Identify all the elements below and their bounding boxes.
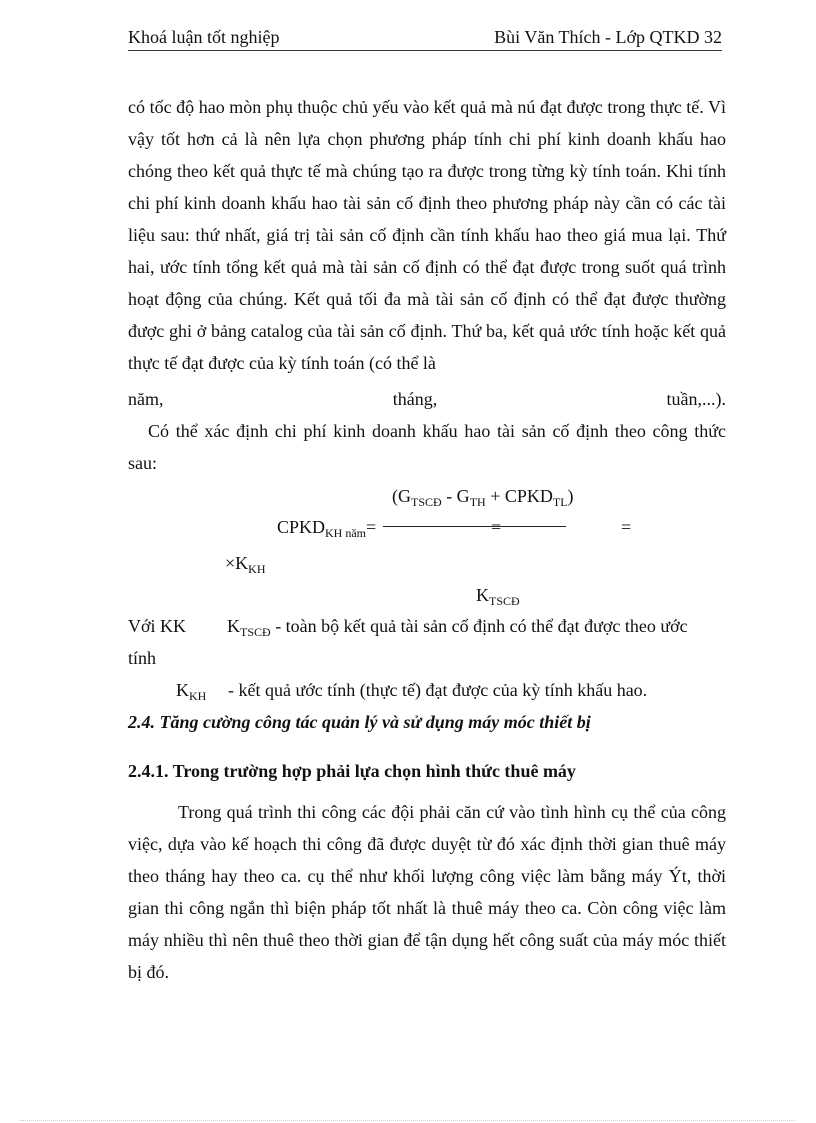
section-heading-2-4: 2.4. Tăng cường công tác quản lý và sử dụng máy móc thiết bị bbox=[128, 712, 591, 732]
word-tuan: tuần,...). bbox=[666, 389, 726, 409]
where-kkh-line: $K_{KH}$ - kết quả ước tính (thực tế) đạt được của kỳ tính khấu hao. bbox=[176, 680, 648, 703]
header-left-title: Khoá luận tốt nghiệp bbox=[128, 27, 280, 47]
fraction-bar bbox=[383, 526, 566, 527]
formula-numerator: ($G_{TSCĐ} - G_{TH}$ + $CPKD_{TL}$) bbox=[392, 486, 574, 509]
where-ktscd-line: Với KK $K_{TSCĐ}$ - toàn bộ kết quả tài sản cố định có thể đạt được theo ước bbox=[128, 616, 688, 639]
paragraph-machine-rental: Trong quá trình thi công các đội phải căn cứ vào tình hình cụ thể của công việc, dựa vào kế hoạch thi công đã được duyệt từ đó xác định thời gian thuê máy theo tháng hay theo ca. cụ thể như khối lượng công việc làm bằng máy Ýt, thời gian thi công ngắn thì biện pháp tốt nhất là thuê máy theo ca. Còn công việc làm máy nhiều thì nên thuê theo thời gian để tận dụng hết công suất của máy móc thiết bị đó. bbox=[128, 802, 726, 982]
header-author-class: Bùi Văn Thích - Lớp QTKD 32 bbox=[494, 27, 722, 47]
section-heading-2-4-1: 2.4.1. Trong trường hợp phải lựa chọn hình thức thuê máy bbox=[128, 761, 576, 781]
word-thang: tháng, bbox=[392, 389, 438, 409]
formula-denominator: $K_{TSCĐ}$ bbox=[476, 585, 520, 608]
page-header bbox=[128, 24, 722, 51]
formula-lhs: $CPKD_{KH năm}=$ bbox=[277, 517, 377, 540]
where-ktscd-cont: tính bbox=[128, 648, 157, 668]
where-label: Với KK bbox=[128, 616, 187, 636]
formula-intro-line: Có thể xác định chi phí kinh doanh khấu hao tài sản cố định theo công thức bbox=[148, 421, 726, 441]
formula-mid-equals: = bbox=[491, 517, 502, 537]
formula-right-equals: = bbox=[621, 517, 632, 537]
paragraph-depreciation-method: có tốc độ hao mòn phụ thuộc chủ yếu vào kết quả mà nú đạt được trong thực tế. Vì vậy tốt hơn cả là nên lựa chọn phương pháp tính chi phí kinh doanh khấu hao chóng theo kết quả thực tế mà chúng tạo ra được trong từng kỳ tính toán. Khi tính chi phí kinh doanh khấu hao tài sản cố định theo phương pháp này cần có các tài liệu sau: thứ nhất, giá trị tài sản cố định cần tính khấu hao theo giá mua lại. Thứ hai, ước tính tổng kết quả mà tài sản cố định có thể đạt được trong suốt quá trình hoạt động của chúng. Kết quả tối đa mà tài sản cố định có thể đạt được thường được ghi ở bảng catalog của tài sản cố định. Thứ ba, kết quả ước tính hoặc kết quả thực tế đạt được của kỳ tính toán (có thể là bbox=[128, 97, 726, 373]
formula-times-kkh: $\times K_{KH}$ bbox=[225, 553, 266, 576]
word-nam: năm, bbox=[128, 389, 164, 409]
paragraph-last-line bbox=[128, 387, 726, 411]
formula-intro-cont: sau: bbox=[128, 453, 157, 473]
page-bottom-border bbox=[20, 1120, 796, 1121]
